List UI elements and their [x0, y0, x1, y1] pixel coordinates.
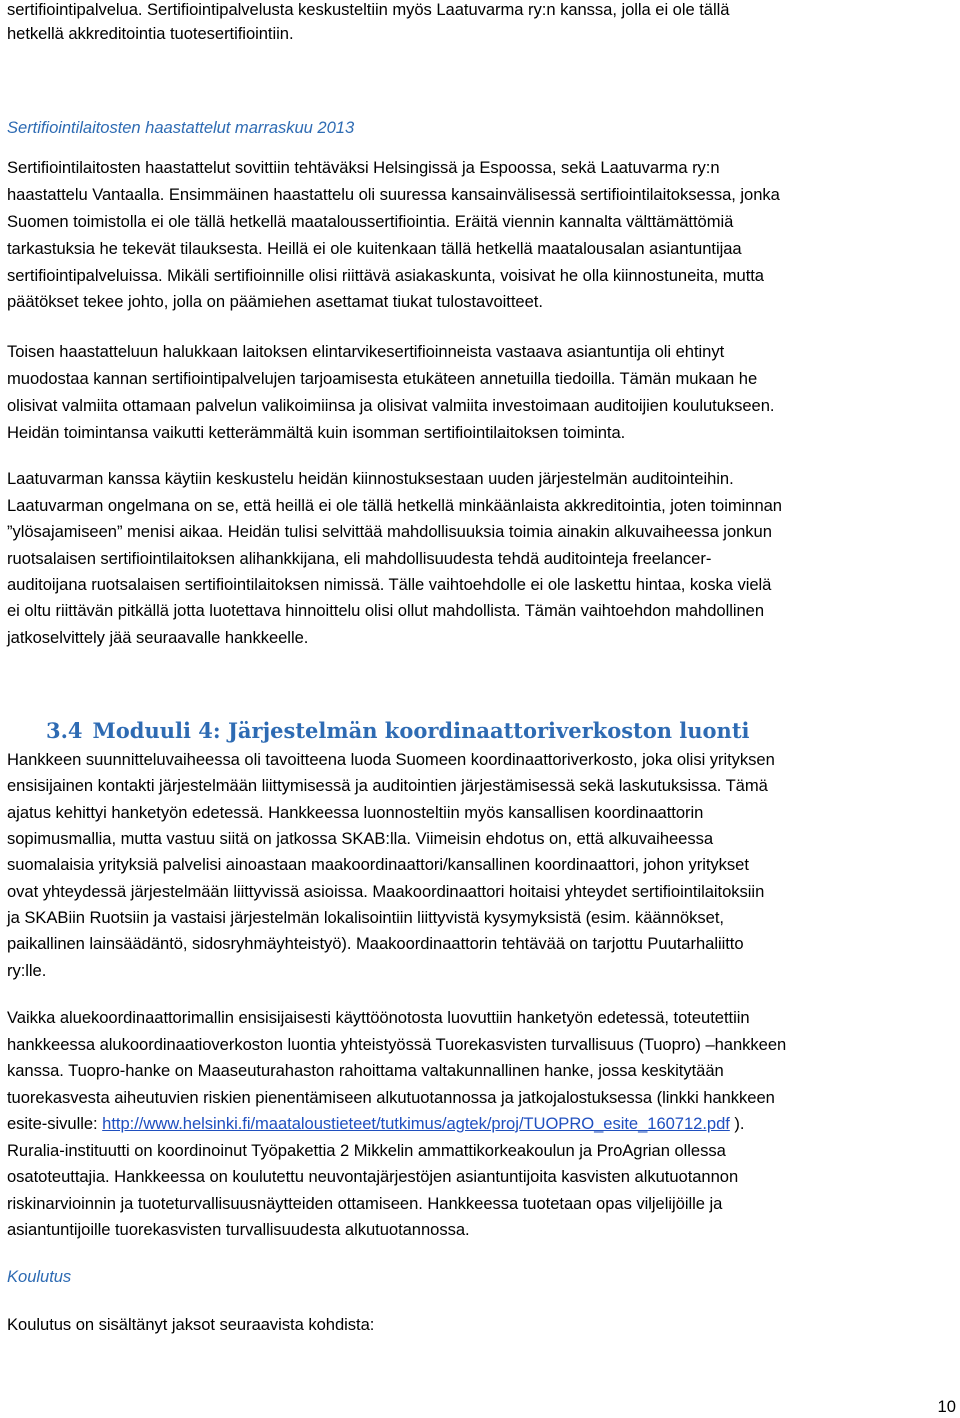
- section-heading-3-4: [46, 718, 750, 744]
- paragraph-training: Koulutus on sisältänyt jaksot seuraavista kohdista:: [7, 1315, 375, 1334]
- text-line: ”ylösajamiseen” menisi aikaa. Heidän tulisi selvittää mahdollisuuksia toimia ainakin alkuvaiheessa jonkun: [7, 522, 772, 541]
- text-line: Toisen haastatteluun halukkaan laitoksen elintarvikesertifioinneista vastaava asiantuntija oli ehtinyt: [7, 342, 725, 361]
- text-line: kanssa. Tuopro-hanke on Maaseuturahaston rahoittama valtakunnallinen hanke, jossa keskitytään: [7, 1061, 724, 1080]
- text-line: muodostaa kannan sertifiointipalvelujen tarjoamisesta etukäteen annetuilla tiedoilla. Tämän mukaan he: [7, 369, 758, 388]
- text-line: hetkellä akkreditointia tuotesertifiointiin.: [7, 24, 294, 43]
- text-line: Vaikka aluekoordinaattorimallin ensisijaisesti käyttöönotosta luovuttiin hanketyön edetessä, toteutettiin: [7, 1008, 750, 1027]
- text-line: Hankkeen suunnitteluvaiheessa oli tavoitteena luoda Suomeen koordinaattoriverkosto, joka olisi yrityksen: [7, 750, 775, 769]
- text-line: ovat yhteydessä järjestelmään liittyvissä asioissa. Maakoordinaattori hoitaisi yhteydet sertifiointilaitoksiin: [7, 882, 765, 901]
- text-line: ruotsalaisen sertifiointilaitoksen alihankkijana, eli mahdollisuudesta tehdä auditointeja freelancer-: [7, 549, 712, 568]
- text-line: ja SKABiin Ruotsiin ja vastaisi järjestelmän lokalisointiin liittyvistä kysymyksistä (esim. käännökset,: [7, 908, 724, 927]
- subheading-training: Koulutus: [7, 1267, 72, 1286]
- section-number: 3.4: [46, 718, 83, 743]
- text-line: paikallinen lainsäädäntö, sidosryhmäyhteistyö). Maakoordinaattorin tehtävää on tarjottu Puutarhaliitto: [7, 934, 744, 953]
- text-line: Laatuvarman ongelmana on se, että heillä ei ole tällä hetkellä minkäänlaista akkreditointia, joten toiminnan: [7, 496, 782, 515]
- text-line: sertifiointipalveluissa. Mikäli sertifioinnille olisi riittävä asiakaskunta, voisivat he olla kiinnostuneita, mutta: [7, 266, 764, 285]
- text-line: ensisijainen kontakti järjestelmään liittymisessä ja auditointien järjestämisessä sekä laskutuksissa. Tämä: [7, 776, 768, 795]
- text-line: auditoijana ruotsalaisen sertifiointilaitoksen nimissä. Tälle vaihtoehdolle ei ole laskettu hintaa, koska vielä: [7, 575, 772, 594]
- text-line: päätökset tekee johto, jolla on päämiehen asettamat tiukat tulostavoitteet.: [7, 292, 543, 311]
- text-line: Heidän toimintansa vaikutti ketterämmältä kuin isomman sertifiointilaitoksen toiminta.: [7, 423, 626, 442]
- text-line: Laatuvarman kanssa käytiin keskustelu heidän kiinnostuksestaan uuden järjestelmän auditointeihin.: [7, 469, 734, 488]
- text-line: osatoteuttajia. Hankkeessa on koulutettu neuvontajärjestöjen asiantuntijoita kasvisten alkutuotannon: [7, 1167, 739, 1186]
- text-line: sopimusmallia, mutta vastuu siitä on jatkossa SKAB:lla. Viimeisin ehdotus on, että alkuvaiheessa: [7, 829, 714, 848]
- text-line: Ruralia-instituutti on koordinoinut Työpakettia 2 Mikkelin ammattikorkeakoulun ja ProAgrian ollessa: [7, 1141, 726, 1160]
- text-line: ry:lle.: [7, 961, 47, 980]
- link-prefix: esite-sivulle:: [7, 1114, 103, 1133]
- text-line: ajatus kehittyi hanketyön edetessä. Hankkeessa luonnosteltiin myös kansallisen koordinaattorin: [7, 803, 704, 822]
- text-line: riskinarvioinnin ja tuoteturvallisuusnäytteiden ottamiseen. Hankkeessa tuotetaan opas viljelijöille ja: [7, 1194, 723, 1213]
- text-line: olisivat valmiita ottamaan palvelun valikoimiinsa ja olisivat valmiita investoimaan auditoijien koulutukseen.: [7, 396, 775, 415]
- section-title: Moduuli 4: Järjestelmän koordinaattoriverkoston luonti: [92, 718, 750, 743]
- subheading-interviews: Sertifiointilaitosten haastattelut marraskuu 2013: [7, 118, 355, 137]
- text-line: Sertifiointilaitosten haastattelut sovittiin tehtäväksi Helsingissä ja Espoossa, sekä Laatuvarma ry:n: [7, 158, 720, 177]
- tuopro-brochure-link[interactable]: http://www.helsinki.fi/maataloustieteet/tutkimus/agtek/proj/TUOPRO_esite_160712.pdf: [102, 1114, 730, 1133]
- page-number: 10: [937, 1397, 956, 1416]
- text-line-with-link: [7, 1114, 744, 1134]
- text-line: sertifiointipalvelua. Sertifiointipalvelusta keskusteltiin myös Laatuvarma ry:n kanssa, jolla ei ole tällä: [7, 0, 730, 19]
- text-line: suomalaisia yrityksiä palvelisi ainoastaan maakoordinaattori/kansallinen koordinaattori, johon yritykset: [7, 855, 749, 874]
- text-line: hankkeessa alukoordinaatioverkoston luontia yhteistyössä Tuorekasvisten turvallisuus (Tuopro) –hankkeen: [7, 1035, 787, 1054]
- text-line: tarkastuksia he tekevät tilauksesta. Heillä ei ole kuitenkaan tällä hetkellä maatalousalan asiantuntijaa: [7, 239, 742, 258]
- text-line: tuorekasvesta aiheutuvien riskien pienentämiseen alkutuotannossa ja jatkojalostuksessa (linkki hankkeen: [7, 1088, 775, 1107]
- text-line: haastattelu Vantaalla. Ensimmäinen haastattelu oli suuressa kansainvälisessä sertifiointilaitoksessa, jonka: [7, 185, 780, 204]
- text-line: Suomen toimistolla ei ole tällä hetkellä maataloussertifiointia. Eräitä viennin kannalta välttämättömiä: [7, 212, 734, 231]
- link-suffix: ).: [729, 1114, 745, 1133]
- text-line: ei oltu riittävän pitkällä jotta luotettava hinnoittelu olisi ollut mahdollista. Tämän vaihtoehdon mahdollinen: [7, 601, 765, 620]
- text-line: asiantuntijoille tuorekasvisten turvallisuudesta alkutuotannossa.: [7, 1220, 470, 1239]
- text-line: jatkoselvittely jää seuraavalle hankkeelle.: [7, 628, 309, 647]
